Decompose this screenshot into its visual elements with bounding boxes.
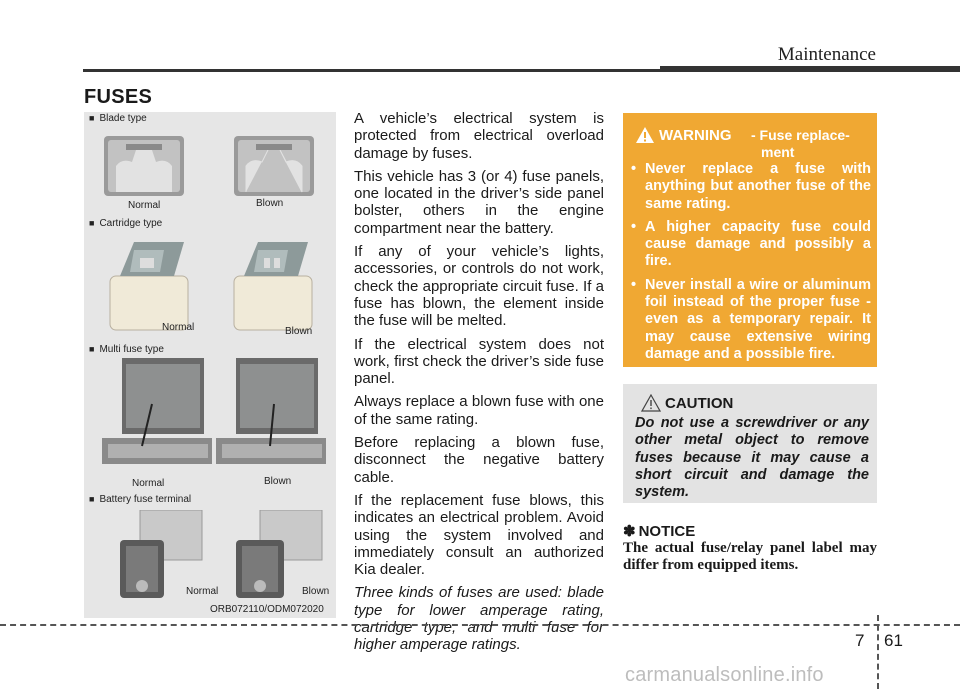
body-paragraph-italic: Three kinds of fuses are used: blade type for lower amperage rating, cartridge type, and multi fuse for higher amperage ratings. xyxy=(354,584,604,654)
multi-blown-caption: Blown xyxy=(264,476,292,487)
battery-normal-caption: Normal xyxy=(186,586,219,597)
body-paragraph: If any of your vehicle’s lights, accessories, or controls do not work, check the appropriate circuit fuse. If a fuse has blown, the element inside the fuse will be melted. xyxy=(354,243,604,330)
blade-normal-caption: Normal xyxy=(128,200,161,211)
warning-item: • A higher capacity fuse could cause damage and possibly a fire. xyxy=(631,219,871,271)
blade-type-heading: ■ Blade type xyxy=(89,113,147,124)
notice-star-icon: ✽ xyxy=(623,523,636,540)
warning-item: • Never install a wire or aluminum foil instead of the proper fuse - even as a temporary repair. It may cause extensive wiring damage and a possible fire. xyxy=(631,277,871,363)
footer-rule xyxy=(0,624,960,626)
header-title: Maintenance xyxy=(777,44,876,65)
warning-title: WARNING xyxy=(659,127,732,144)
footer-divider xyxy=(877,615,879,689)
body-paragraph: If the electrical system does not work, first check the driver’s side fuse panel. xyxy=(354,335,604,388)
warning-box xyxy=(623,113,877,367)
body-paragraph: If the replacement fuse blows, this indicates an electrical problem. Avoid using the system involved and immediately consult an authorized Kia dealer. xyxy=(354,491,604,579)
warning-list xyxy=(631,161,871,369)
notice-text: The actual fuse/relay panel label may differ from equipped items. xyxy=(623,540,877,574)
fuse-figure xyxy=(84,112,336,618)
chapter-number: 7 xyxy=(855,631,865,650)
header-rule-accent xyxy=(660,66,960,72)
warning-subtitle-cont: ment xyxy=(761,144,795,160)
caution-title: CAUTION xyxy=(665,395,734,412)
notice-header xyxy=(623,522,695,540)
warning-triangle-icon xyxy=(635,126,655,144)
cartridge-fuse-normal-image xyxy=(104,236,194,332)
body-paragraph: Before replacing a blown fuse, disconnect the negative battery cable. xyxy=(354,434,604,486)
watermark: carmanualsonline.info xyxy=(625,664,824,686)
cartridge-blown-caption: Blown xyxy=(285,326,313,337)
caution-box xyxy=(623,384,877,503)
multi-fuse-normal-image xyxy=(94,358,214,468)
battery-blown-caption: Blown xyxy=(302,586,330,597)
notice-title: NOTICE xyxy=(638,523,696,540)
multi-normal-caption: Normal xyxy=(132,478,165,489)
multi-fuse-blown-image xyxy=(212,358,332,468)
section-title: FUSES xyxy=(84,86,153,108)
multi-fuse-type-heading: ■ Multi fuse type xyxy=(89,344,164,355)
caution-triangle-icon xyxy=(641,394,661,412)
cartridge-fuse-blown-image xyxy=(228,236,318,332)
page-number: 61 xyxy=(884,631,903,650)
blade-fuse-normal-image xyxy=(102,132,186,200)
blade-fuse-blown-image xyxy=(232,132,316,200)
caution-text: Do not use a screwdriver or any other metal object to remove fuses because it may cause a short circuit and damage the system. xyxy=(635,415,869,501)
battery-fuse-terminal-heading: ■ Battery fuse terminal xyxy=(89,494,191,505)
warning-subtitle: - Fuse replace- xyxy=(751,127,850,143)
body-text xyxy=(354,110,604,660)
cartridge-type-heading: ■ Cartridge type xyxy=(89,218,162,229)
warning-item: • Never replace a fuse with anything but another fuse of the same rating. xyxy=(631,161,871,213)
body-paragraph: Always replace a blown fuse with one of the same rating. xyxy=(354,393,604,428)
figure-code: ORB072110/ODM072020 xyxy=(210,604,324,615)
body-paragraph: This vehicle has 3 (or 4) fuse panels, one located in the driver’s side panel bolster, others in the engine compartment near the battery. xyxy=(354,167,604,237)
body-paragraph: A vehicle’s electrical system is protected from electrical overload damage by fuses. xyxy=(354,110,604,162)
cartridge-normal-caption: Normal xyxy=(162,322,195,333)
blade-blown-caption: Blown xyxy=(256,198,284,209)
